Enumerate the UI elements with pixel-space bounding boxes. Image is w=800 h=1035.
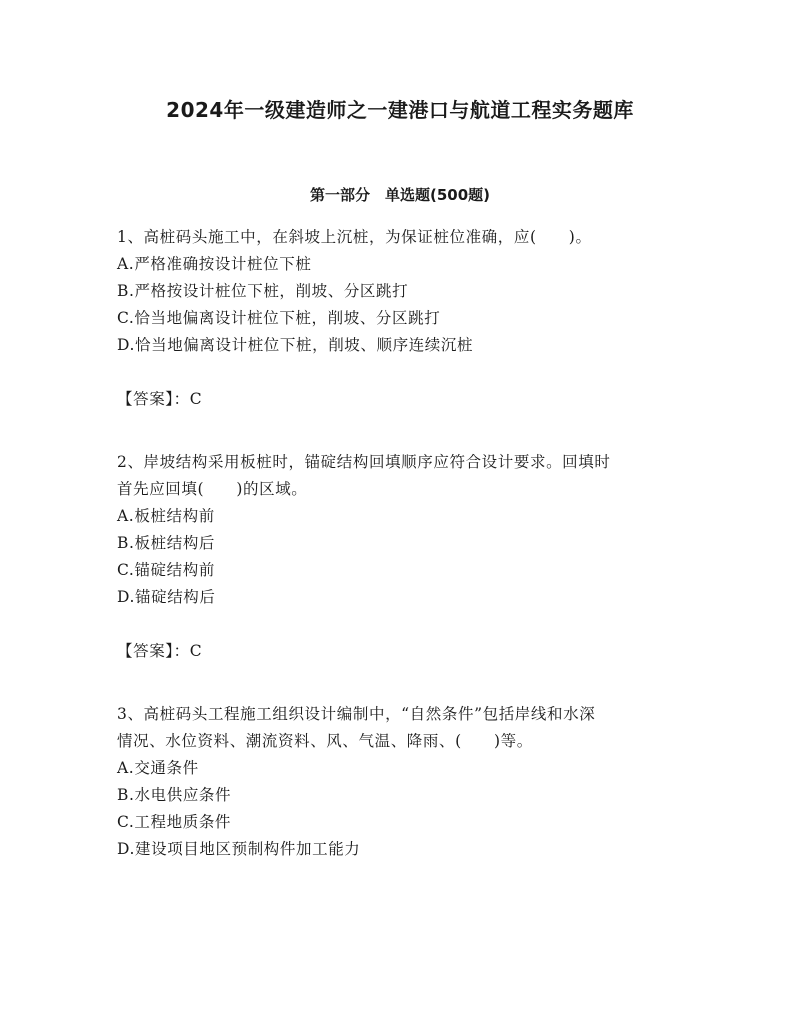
question-stem-line-1: 3、高桩码头工程施工组织设计编制中，“自然条件”包括岸线和水深 xyxy=(117,705,596,723)
question-stem-line-2: 首先应回填( )的区域。 xyxy=(117,480,308,498)
option-a: A.板桩结构前 xyxy=(117,507,215,525)
question-stem: 1、高桩码头施工中，在斜坡上沉桩，为保证桩位准确，应( )。 xyxy=(117,228,592,246)
option-c: C.锚碇结构前 xyxy=(117,561,215,579)
option-d: D.恰当地偏离设计桩位下桩，削坡、顺序连续沉桩 xyxy=(117,336,474,354)
spacer xyxy=(117,359,687,386)
spacer xyxy=(117,611,687,638)
option-a: A.交通条件 xyxy=(117,759,199,777)
option-c: C.工程地质条件 xyxy=(117,813,232,831)
question-list xyxy=(117,224,687,863)
question-2 xyxy=(117,449,687,701)
option-b: B.板桩结构后 xyxy=(117,534,216,552)
option-b: B.严格按设计桩位下桩，削坡、分区跳打 xyxy=(117,282,409,300)
spacer xyxy=(117,665,687,701)
question-stem-line-2: 情况、水位资料、潮流资料、风、气温、降雨、( )等。 xyxy=(117,732,533,750)
option-b: B.水电供应条件 xyxy=(117,786,232,804)
option-c: C.恰当地偏离设计桩位下桩，削坡、分区跳打 xyxy=(117,309,441,327)
answer-line: 【答案】：C xyxy=(117,642,203,660)
document-title: 2024年一级建造师之一建港口与航道工程实务题库 xyxy=(166,98,634,122)
question-stem-line-1: 2、岸坡结构采用板桩时，锚碇结构回填顺序应符合设计要求。回填时 xyxy=(117,453,611,471)
section-title: 第一部分 单选题(500题) xyxy=(309,186,491,204)
question-3 xyxy=(117,701,687,863)
question-1 xyxy=(117,224,687,449)
answer-line: 【答案】：C xyxy=(117,390,203,408)
option-a: A.严格准确按设计桩位下桩 xyxy=(117,255,312,273)
option-d: D.锚碇结构后 xyxy=(117,588,216,606)
option-d: D.建设项目地区预制构件加工能力 xyxy=(117,840,361,858)
spacer xyxy=(117,413,687,449)
